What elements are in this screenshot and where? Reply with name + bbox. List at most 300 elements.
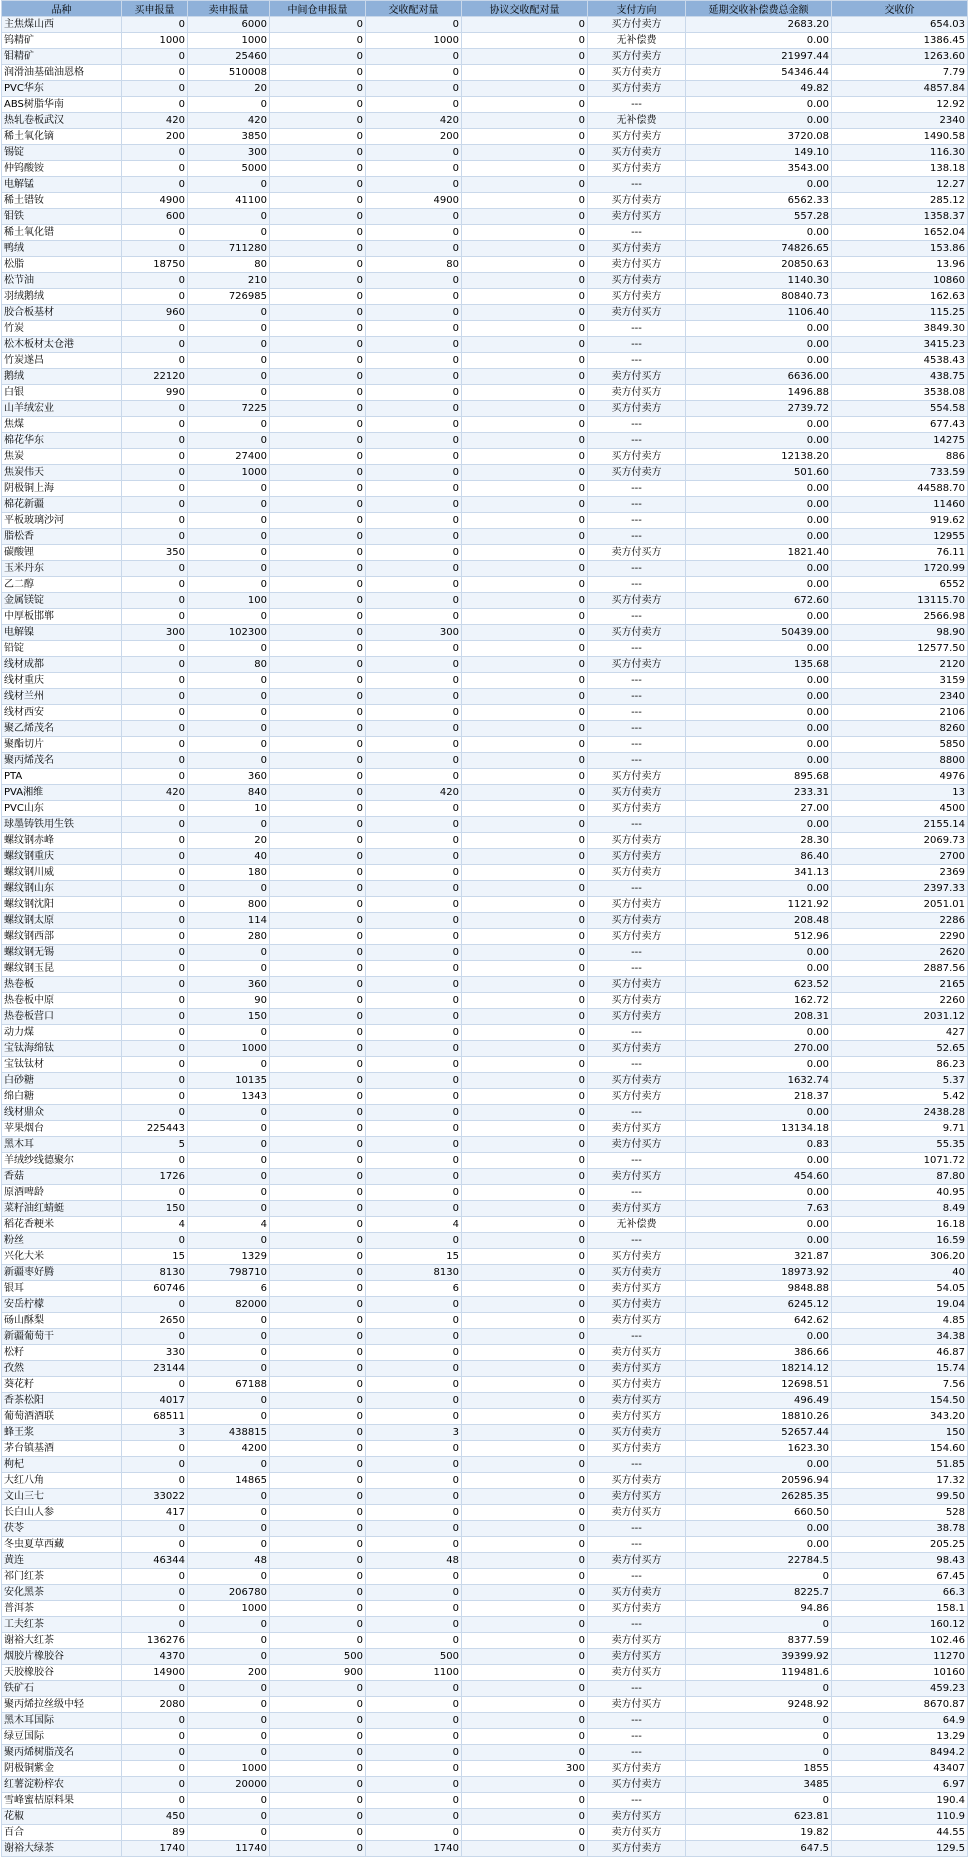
cell-delivery-price: 9.71 (832, 1121, 968, 1137)
cell-payment-direction: 卖方付买方 (588, 1281, 686, 1297)
cell-payment-direction: --- (588, 225, 686, 241)
cell-intermediate-warehouse: 0 (270, 17, 366, 33)
cell-agreement-matched: 0 (462, 1169, 588, 1185)
cell-delivery-matched: 0 (366, 369, 462, 385)
cell-payment-direction: 买方付卖方 (588, 1249, 686, 1265)
cell-buy-declared: 350 (122, 545, 188, 561)
cell-buy-declared: 0 (122, 17, 188, 33)
cell-delivery-matched: 0 (366, 337, 462, 353)
table-row (2, 1489, 968, 1505)
cell-agreement-matched: 0 (462, 33, 588, 49)
cell-compensation-total: 8225.7 (686, 1585, 832, 1601)
cell-sell-declared: 7225 (188, 401, 270, 417)
col-header-compensation-total[interactable]: 延期交收补偿费总金额 (686, 1, 832, 17)
cell-delivery-matched: 0 (366, 273, 462, 289)
cell-delivery-matched: 0 (366, 769, 462, 785)
table-row (2, 433, 968, 449)
cell-delivery-matched: 0 (366, 161, 462, 177)
cell-sell-declared: 0 (188, 1649, 270, 1665)
cell-delivery-price: 3159 (832, 673, 968, 689)
table-row (2, 1537, 968, 1553)
cell-variety: 羊绒纱线德聚尔 (2, 1153, 122, 1169)
cell-delivery-price: 3849.30 (832, 321, 968, 337)
cell-sell-declared: 420 (188, 113, 270, 129)
cell-compensation-total: 0.00 (686, 1233, 832, 1249)
cell-intermediate-warehouse: 0 (270, 145, 366, 161)
table-row (2, 129, 968, 145)
cell-delivery-price: 4.85 (832, 1313, 968, 1329)
cell-sell-declared: 0 (188, 1121, 270, 1137)
cell-compensation-total: 0.00 (686, 577, 832, 593)
cell-sell-declared: 360 (188, 977, 270, 993)
cell-payment-direction: 买方付卖方 (588, 145, 686, 161)
cell-delivery-price: 55.35 (832, 1137, 968, 1153)
cell-sell-declared: 0 (188, 177, 270, 193)
cell-agreement-matched: 0 (462, 1297, 588, 1313)
cell-delivery-matched: 0 (366, 945, 462, 961)
cell-payment-direction: --- (588, 1233, 686, 1249)
col-header-sell-declared[interactable]: 卖申报量 (188, 1, 270, 17)
cell-intermediate-warehouse: 0 (270, 1681, 366, 1697)
cell-agreement-matched: 0 (462, 1729, 588, 1745)
cell-delivery-matched: 0 (366, 49, 462, 65)
table-row (2, 1377, 968, 1393)
cell-payment-direction: --- (588, 945, 686, 961)
cell-payment-direction: --- (588, 321, 686, 337)
cell-delivery-price: 2566.98 (832, 609, 968, 625)
cell-buy-declared: 0 (122, 529, 188, 545)
col-header-variety[interactable]: 品种 (2, 1, 122, 17)
cell-delivery-price: 1652.04 (832, 225, 968, 241)
cell-payment-direction: 买方付卖方 (588, 49, 686, 65)
cell-payment-direction: --- (588, 1617, 686, 1633)
cell-sell-declared: 0 (188, 753, 270, 769)
cell-variety: 焦炭伟天 (2, 465, 122, 481)
cell-payment-direction: 买方付卖方 (588, 273, 686, 289)
cell-delivery-matched: 200 (366, 129, 462, 145)
cell-buy-declared: 1740 (122, 1841, 188, 1857)
cell-payment-direction: 买方付卖方 (588, 977, 686, 993)
cell-agreement-matched: 0 (462, 1473, 588, 1489)
cell-sell-declared: 1000 (188, 33, 270, 49)
cell-delivery-price: 886 (832, 449, 968, 465)
cell-variety: 螺纹钢西部 (2, 929, 122, 945)
cell-compensation-total: 218.37 (686, 1089, 832, 1105)
cell-variety: 谢裕大绿茶 (2, 1841, 122, 1857)
cell-intermediate-warehouse: 0 (270, 1585, 366, 1601)
cell-delivery-matched: 0 (366, 913, 462, 929)
cell-agreement-matched: 0 (462, 1585, 588, 1601)
cell-intermediate-warehouse: 0 (270, 1217, 366, 1233)
cell-payment-direction: --- (588, 1521, 686, 1537)
cell-variety: 线材鼎众 (2, 1105, 122, 1121)
cell-payment-direction: 卖方付买方 (588, 209, 686, 225)
cell-variety: 雪峰蜜桔原料果 (2, 1793, 122, 1809)
cell-compensation-total: 557.28 (686, 209, 832, 225)
cell-agreement-matched: 0 (462, 1105, 588, 1121)
cell-payment-direction: --- (588, 961, 686, 977)
cell-intermediate-warehouse: 0 (270, 769, 366, 785)
cell-delivery-matched: 0 (366, 977, 462, 993)
table-row (2, 1553, 968, 1569)
table-row (2, 849, 968, 865)
cell-agreement-matched: 0 (462, 1713, 588, 1729)
cell-buy-declared: 0 (122, 737, 188, 753)
cell-delivery-price: 2887.56 (832, 961, 968, 977)
cell-delivery-matched: 0 (366, 1793, 462, 1809)
cell-agreement-matched: 0 (462, 1345, 588, 1361)
cell-sell-declared: 0 (188, 737, 270, 753)
cell-delivery-matched: 0 (366, 577, 462, 593)
cell-compensation-total: 1121.92 (686, 897, 832, 913)
cell-compensation-total: 1623.30 (686, 1441, 832, 1457)
cell-agreement-matched: 0 (462, 609, 588, 625)
cell-buy-declared: 0 (122, 721, 188, 737)
cell-variety: 白砂糖 (2, 1073, 122, 1089)
cell-intermediate-warehouse: 0 (270, 625, 366, 641)
cell-delivery-matched: 0 (366, 417, 462, 433)
cell-payment-direction: 卖方付买方 (588, 1169, 686, 1185)
table-row (2, 225, 968, 241)
cell-delivery-price: 4500 (832, 801, 968, 817)
cell-sell-declared: 0 (188, 1137, 270, 1153)
cell-agreement-matched: 0 (462, 481, 588, 497)
cell-variety: 茯苓 (2, 1521, 122, 1537)
col-header-agreement-matched[interactable]: 协议交收配对量 (462, 1, 588, 17)
cell-buy-declared: 0 (122, 497, 188, 513)
cell-delivery-price: 138.18 (832, 161, 968, 177)
cell-compensation-total: 0.00 (686, 1537, 832, 1553)
cell-compensation-total: 74826.65 (686, 241, 832, 257)
cell-variety: 安化黑茶 (2, 1585, 122, 1601)
table-row (2, 369, 968, 385)
table-row (2, 593, 968, 609)
cell-compensation-total: 512.96 (686, 929, 832, 945)
cell-delivery-price: 154.60 (832, 1441, 968, 1457)
cell-delivery-matched: 0 (366, 545, 462, 561)
cell-delivery-price: 7.56 (832, 1377, 968, 1393)
cell-agreement-matched: 0 (462, 1489, 588, 1505)
cell-delivery-matched: 0 (366, 657, 462, 673)
cell-payment-direction: --- (588, 337, 686, 353)
cell-delivery-matched: 0 (366, 1089, 462, 1105)
cell-sell-declared: 0 (188, 1681, 270, 1697)
cell-compensation-total: 12698.51 (686, 1377, 832, 1393)
cell-delivery-price: 14275 (832, 433, 968, 449)
cell-buy-declared: 450 (122, 1809, 188, 1825)
cell-delivery-price: 2438.28 (832, 1105, 968, 1121)
cell-compensation-total: 0.00 (686, 1105, 832, 1121)
cell-agreement-matched: 0 (462, 785, 588, 801)
cell-compensation-total: 672.60 (686, 593, 832, 609)
cell-compensation-total: 496.49 (686, 1393, 832, 1409)
cell-sell-declared: 840 (188, 785, 270, 801)
cell-compensation-total: 1106.40 (686, 305, 832, 321)
cell-delivery-price: 102.46 (832, 1633, 968, 1649)
cell-buy-declared: 68511 (122, 1409, 188, 1425)
cell-agreement-matched: 0 (462, 1569, 588, 1585)
table-row (2, 497, 968, 513)
cell-buy-declared: 990 (122, 385, 188, 401)
cell-agreement-matched: 0 (462, 97, 588, 113)
cell-intermediate-warehouse: 0 (270, 49, 366, 65)
cell-delivery-matched: 300 (366, 625, 462, 641)
cell-intermediate-warehouse: 0 (270, 1121, 366, 1137)
cell-buy-declared: 960 (122, 305, 188, 321)
cell-delivery-price: 2069.73 (832, 833, 968, 849)
cell-sell-declared: 0 (188, 209, 270, 225)
cell-agreement-matched: 0 (462, 865, 588, 881)
cell-buy-declared: 0 (122, 673, 188, 689)
cell-buy-declared: 0 (122, 913, 188, 929)
cell-agreement-matched: 0 (462, 1649, 588, 1665)
col-header-delivery-price[interactable]: 交收价 (832, 1, 968, 17)
table-row (2, 1777, 968, 1793)
cell-agreement-matched: 0 (462, 1537, 588, 1553)
cell-intermediate-warehouse: 0 (270, 513, 366, 529)
cell-sell-declared: 0 (188, 369, 270, 385)
cell-buy-declared: 0 (122, 1681, 188, 1697)
cell-delivery-price: 13.96 (832, 257, 968, 273)
cell-agreement-matched: 0 (462, 289, 588, 305)
cell-delivery-price: 2620 (832, 945, 968, 961)
table-row (2, 1665, 968, 1681)
cell-delivery-price: 13.29 (832, 1729, 968, 1745)
cell-delivery-price: 438.75 (832, 369, 968, 385)
cell-delivery-price: 1358.37 (832, 209, 968, 225)
cell-buy-declared: 0 (122, 449, 188, 465)
cell-delivery-price: 8260 (832, 721, 968, 737)
table-row (2, 321, 968, 337)
cell-variety: 砀山酥梨 (2, 1313, 122, 1329)
cell-delivery-matched: 0 (366, 1601, 462, 1617)
cell-agreement-matched: 0 (462, 193, 588, 209)
cell-delivery-price: 2031.12 (832, 1009, 968, 1025)
cell-buy-declared: 8130 (122, 1265, 188, 1281)
cell-payment-direction: 卖方付买方 (588, 1393, 686, 1409)
cell-intermediate-warehouse: 0 (270, 1201, 366, 1217)
cell-intermediate-warehouse: 0 (270, 81, 366, 97)
cell-delivery-price: 44588.70 (832, 481, 968, 497)
cell-compensation-total: 0.00 (686, 113, 832, 129)
cell-agreement-matched: 0 (462, 1313, 588, 1329)
cell-sell-declared: 0 (188, 1057, 270, 1073)
table-row (2, 513, 968, 529)
cell-payment-direction: 无补偿费 (588, 1217, 686, 1233)
cell-intermediate-warehouse: 0 (270, 721, 366, 737)
cell-agreement-matched: 0 (462, 929, 588, 945)
cell-variety: 竹炭 (2, 321, 122, 337)
cell-compensation-total: 9248.92 (686, 1697, 832, 1713)
cell-intermediate-warehouse: 0 (270, 1601, 366, 1617)
table-row (2, 145, 968, 161)
table-row (2, 769, 968, 785)
cell-sell-declared: 27400 (188, 449, 270, 465)
cell-payment-direction: --- (588, 1537, 686, 1553)
cell-payment-direction: 买方付卖方 (588, 849, 686, 865)
cell-variety: PVC山东 (2, 801, 122, 817)
cell-variety: 羽绒鹅绒 (2, 289, 122, 305)
cell-delivery-price: 919.62 (832, 513, 968, 529)
cell-agreement-matched: 0 (462, 1201, 588, 1217)
cell-delivery-matched: 0 (366, 1681, 462, 1697)
col-header-intermediate-warehouse[interactable]: 中间仓申报量 (270, 1, 366, 17)
cell-payment-direction: --- (588, 689, 686, 705)
cell-compensation-total: 26285.35 (686, 1489, 832, 1505)
cell-payment-direction: --- (588, 1793, 686, 1809)
cell-delivery-price: 7.79 (832, 65, 968, 81)
table-row (2, 625, 968, 641)
cell-intermediate-warehouse: 0 (270, 257, 366, 273)
cell-intermediate-warehouse: 0 (270, 161, 366, 177)
cell-delivery-matched: 0 (366, 1009, 462, 1025)
cell-sell-declared: 41100 (188, 193, 270, 209)
cell-agreement-matched: 0 (462, 1457, 588, 1473)
table-row (2, 1089, 968, 1105)
cell-sell-declared: 0 (188, 705, 270, 721)
cell-delivery-matched: 500 (366, 1649, 462, 1665)
cell-variety: 原酒啤龄 (2, 1185, 122, 1201)
cell-intermediate-warehouse: 0 (270, 1025, 366, 1041)
cell-intermediate-warehouse: 0 (270, 977, 366, 993)
cell-agreement-matched: 0 (462, 1793, 588, 1809)
cell-payment-direction: 买方付卖方 (588, 1441, 686, 1457)
table-row (2, 1297, 968, 1313)
table-row (2, 1313, 968, 1329)
cell-delivery-matched: 0 (366, 641, 462, 657)
table-row (2, 65, 968, 81)
cell-agreement-matched: 0 (462, 1217, 588, 1233)
cell-delivery-price: 40 (832, 1265, 968, 1281)
cell-sell-declared: 0 (188, 513, 270, 529)
cell-buy-declared: 0 (122, 65, 188, 81)
cell-intermediate-warehouse: 0 (270, 1809, 366, 1825)
cell-intermediate-warehouse: 0 (270, 209, 366, 225)
cell-delivery-matched: 0 (366, 1409, 462, 1425)
cell-sell-declared: 0 (188, 961, 270, 977)
col-header-delivery-matched[interactable]: 交收配对量 (366, 1, 462, 17)
cell-payment-direction: --- (588, 673, 686, 689)
cell-buy-declared: 0 (122, 849, 188, 865)
cell-agreement-matched: 0 (462, 1697, 588, 1713)
cell-sell-declared: 0 (188, 1521, 270, 1537)
cell-delivery-price: 98.90 (832, 625, 968, 641)
cell-variety: 大红八角 (2, 1473, 122, 1489)
cell-intermediate-warehouse: 500 (270, 1649, 366, 1665)
cell-agreement-matched: 0 (462, 625, 588, 641)
cell-intermediate-warehouse: 0 (270, 1441, 366, 1457)
cell-payment-direction: --- (588, 1729, 686, 1745)
cell-buy-declared: 3 (122, 1425, 188, 1441)
cell-delivery-matched: 0 (366, 433, 462, 449)
cell-agreement-matched: 0 (462, 1409, 588, 1425)
cell-sell-declared: 1343 (188, 1089, 270, 1105)
table-row (2, 1009, 968, 1025)
cell-intermediate-warehouse: 0 (270, 1729, 366, 1745)
cell-buy-declared: 0 (122, 897, 188, 913)
cell-sell-declared: 80 (188, 657, 270, 673)
cell-payment-direction: 卖方付买方 (588, 257, 686, 273)
cell-delivery-price: 110.9 (832, 1809, 968, 1825)
cell-agreement-matched: 0 (462, 113, 588, 129)
cell-intermediate-warehouse: 0 (270, 449, 366, 465)
table-row (2, 1761, 968, 1777)
table-row (2, 529, 968, 545)
cell-delivery-price: 3415.23 (832, 337, 968, 353)
cell-buy-declared: 0 (122, 1729, 188, 1745)
cell-variety: 稻花香粳米 (2, 1217, 122, 1233)
table-row (2, 337, 968, 353)
cell-delivery-matched: 0 (366, 289, 462, 305)
cell-buy-declared: 0 (122, 1073, 188, 1089)
cell-buy-declared: 0 (122, 465, 188, 481)
cell-delivery-matched: 0 (366, 1313, 462, 1329)
table-row (2, 1745, 968, 1761)
cell-delivery-price: 427 (832, 1025, 968, 1041)
cell-payment-direction: --- (588, 353, 686, 369)
cell-buy-declared: 0 (122, 433, 188, 449)
cell-intermediate-warehouse: 0 (270, 849, 366, 865)
cell-agreement-matched: 0 (462, 1505, 588, 1521)
cell-payment-direction: 卖方付买方 (588, 1697, 686, 1713)
cell-buy-declared: 0 (122, 1057, 188, 1073)
cell-variety: 稀土氧化镝 (2, 129, 122, 145)
cell-intermediate-warehouse: 0 (270, 241, 366, 257)
cell-delivery-price: 528 (832, 1505, 968, 1521)
cell-agreement-matched: 0 (462, 657, 588, 673)
cell-delivery-matched: 0 (366, 897, 462, 913)
table-row (2, 97, 968, 113)
cell-intermediate-warehouse: 0 (270, 657, 366, 673)
cell-compensation-total: 647.5 (686, 1841, 832, 1857)
cell-delivery-matched: 0 (366, 1569, 462, 1585)
table-row (2, 737, 968, 753)
cell-compensation-total: 233.31 (686, 785, 832, 801)
cell-delivery-price: 16.59 (832, 1233, 968, 1249)
cell-payment-direction: 买方付卖方 (588, 1377, 686, 1393)
cell-intermediate-warehouse: 0 (270, 689, 366, 705)
cell-compensation-total: 149.10 (686, 145, 832, 161)
cell-delivery-price: 44.55 (832, 1825, 968, 1841)
cell-sell-declared: 798710 (188, 1265, 270, 1281)
cell-buy-declared: 0 (122, 1009, 188, 1025)
cell-variety: 钨精矿 (2, 33, 122, 49)
cell-payment-direction: 买方付卖方 (588, 1841, 686, 1857)
cell-agreement-matched: 0 (462, 1089, 588, 1105)
cell-payment-direction: 买方付卖方 (588, 129, 686, 145)
col-header-buy-declared[interactable]: 买申报量 (122, 1, 188, 17)
cell-delivery-price: 12.92 (832, 97, 968, 113)
cell-intermediate-warehouse: 0 (270, 1185, 366, 1201)
cell-delivery-price: 153.86 (832, 241, 968, 257)
cell-sell-declared: 0 (188, 545, 270, 561)
cell-delivery-price: 677.43 (832, 417, 968, 433)
cell-sell-declared: 25460 (188, 49, 270, 65)
cell-delivery-matched: 0 (366, 753, 462, 769)
cell-delivery-price: 306.20 (832, 1249, 968, 1265)
cell-intermediate-warehouse: 0 (270, 945, 366, 961)
col-header-payment-direction[interactable]: 支付方向 (588, 1, 686, 17)
cell-sell-declared: 11740 (188, 1841, 270, 1857)
cell-buy-declared: 0 (122, 769, 188, 785)
cell-payment-direction: --- (588, 721, 686, 737)
cell-agreement-matched: 0 (462, 241, 588, 257)
cell-agreement-matched: 0 (462, 753, 588, 769)
cell-intermediate-warehouse: 0 (270, 113, 366, 129)
cell-agreement-matched: 0 (462, 65, 588, 81)
cell-agreement-matched: 0 (462, 1521, 588, 1537)
cell-buy-declared: 4370 (122, 1649, 188, 1665)
